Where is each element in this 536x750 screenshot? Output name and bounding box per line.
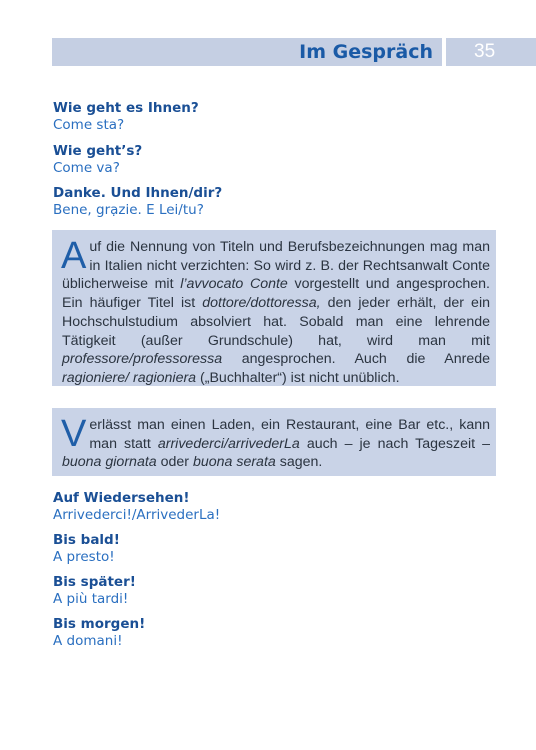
phrase-item (53, 143, 142, 177)
info-text-run: („Buchhalter“) ist nicht unüblich. (196, 369, 400, 386)
info-box-goodbye (52, 408, 496, 476)
phrase-item (53, 100, 199, 134)
info-text (61, 413, 491, 472)
phrase-german: Wie geht’s? (53, 143, 143, 159)
info-text-run: erlässt man einen Laden, ein Restaurant, eine Bar etc., kann man statt (89, 417, 490, 452)
info-italic: buona serata (192, 454, 276, 471)
info-italic: dottore/dottoressa, (202, 295, 321, 312)
info-box-titles (52, 230, 496, 386)
info-text-run: den jeder erhält, der ein Hochschulstudium absolviert hat. Sobald man eine lehrende Tätigkeit (außer Grundschule) hat, wird man mit (62, 295, 490, 349)
info-text-run: oder (156, 454, 193, 471)
phrase-german: Bis bald! (53, 532, 120, 548)
phrase-item (53, 574, 136, 608)
phrase-german: Wie geht es Ihnen? (53, 100, 199, 116)
phrase-german: Danke. Und Ihnen/dir? (53, 185, 223, 201)
info-text-run: auch – je nach Tageszeit – (299, 435, 491, 452)
info-text-run: angesprochen. Auch die Anrede (222, 351, 490, 368)
phrase-item (53, 490, 220, 524)
phrase-italian: A domani! (53, 633, 123, 649)
phrase-italian: Come va? (53, 160, 120, 176)
info-italic: ragioniere/ ragioniera (62, 369, 197, 386)
phrase-item (53, 532, 120, 566)
phrase-italian: Come sta? (53, 117, 125, 133)
phrase-italian: Bene, grạzie. E Lei/tu? (53, 202, 204, 218)
page-title: Im Gespräch (299, 41, 433, 63)
info-text-run: sagen. (275, 454, 323, 471)
drop-cap: V (61, 413, 87, 455)
info-italic: professore/professoressa (62, 351, 223, 368)
info-text-run: uf die Nennung von Titeln und Berufsbezeichnungen mag man in Italien nicht verzichten: So wird z. B. der Rechtsanwalt Conte üblicherweise mit (62, 239, 490, 293)
phrase-german: Bis später! (53, 574, 136, 590)
page-number: 35 (474, 41, 496, 62)
phrase-german: Auf Wiedersehen! (53, 490, 190, 506)
drop-cap: A (61, 235, 87, 277)
phrase-german: Bis morgen! (53, 616, 146, 632)
info-text (61, 235, 490, 388)
phrase-item (53, 185, 222, 219)
info-italic: l’avvocato Conte (180, 276, 288, 293)
info-italic: arrivederci/arrivederLa (157, 435, 300, 452)
info-italic: buona giornata (62, 454, 157, 471)
phrase-italian: A presto! (53, 549, 115, 565)
info-text-run: vorgestellt und angesprochen. Ein häufiger Titel ist (62, 276, 490, 312)
phrase-item (53, 616, 145, 650)
phrase-italian: Arrivederci!/ArrivederLa! (53, 507, 221, 523)
phrase-italian: A più tardi! (53, 591, 129, 607)
